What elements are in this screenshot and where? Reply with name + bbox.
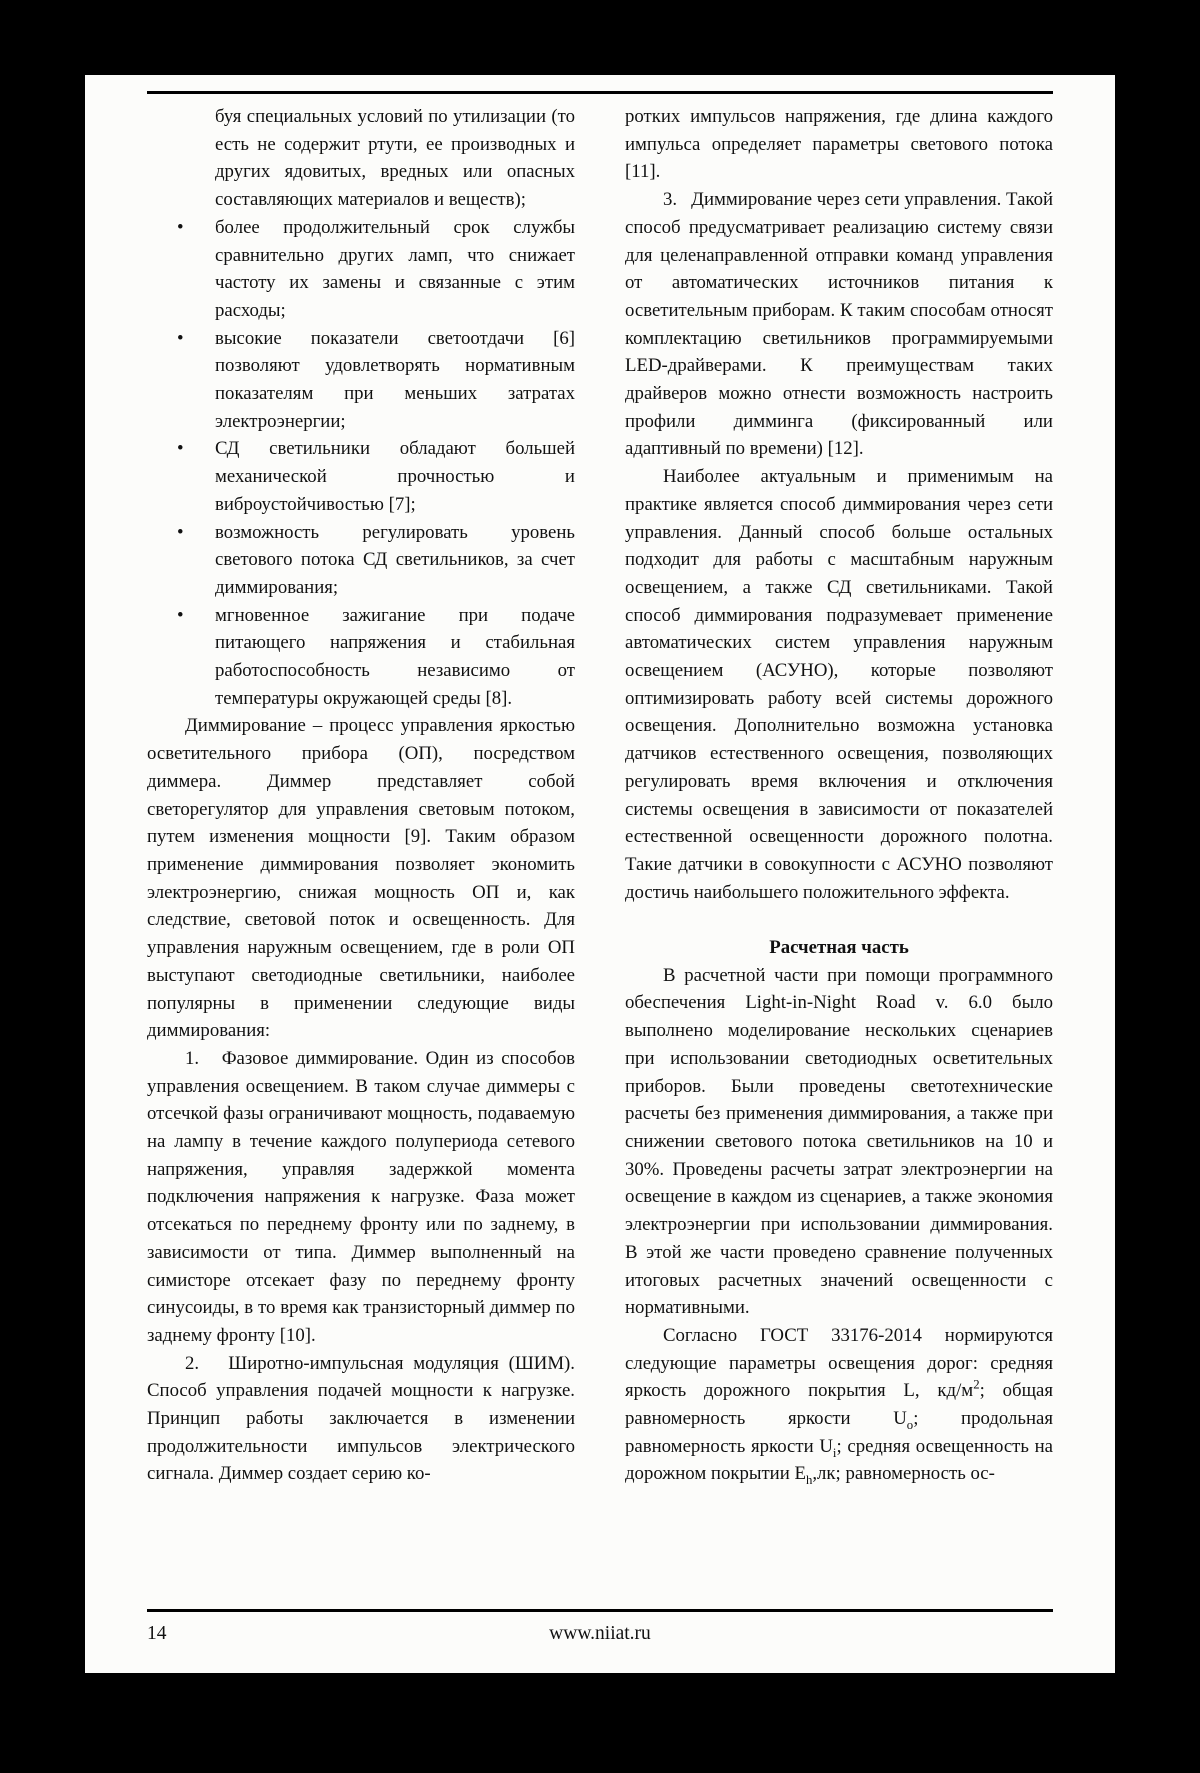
paragraph: ротких импульсов напряжения, где длина каждого импульса определяет параметры светового потока [11]. <box>625 106 1053 183</box>
bullet-marker-icon: • <box>177 216 184 238</box>
bullet-text: мгновенное зажигание при подаче питающего напряжения и стабильная работоспособность независимо от температуры окружающей среды [8]. <box>215 604 575 709</box>
page-number: 14 <box>147 1623 167 1644</box>
two-column-text-body <box>147 103 1053 1488</box>
paragraph: 3. Диммирование через сети управления. Такой способ предусматривает реализацию систему связи для целенаправленной отправки команд управления от автоматических источников питания к осветительным приборам. К таким способам относят комплектацию светильников программируемыми LED-драйверами. К преимуществам таких драйверов можно отнести возможность настроить профили димминга (фиксированный или адаптивный по времени) [12]. <box>625 189 1054 460</box>
paragraph: Наиболее актуальным и применимым на практике является способ диммирования через сети управления. Данный способ больше остальных подходит для работы с масштабным наружным освещением, а также СД светильниками. Такой способ диммирования подразумевает применение автоматических систем управления наружным освещением (АСУНО), которые позволяют оптимизировать работу всей системы дорожного освещения. Дополнительно возможна установка датчиков естественного освещения, позволяющих регулировать время включения и отключения системы освещения в зависимости от показателей естественной освещенности дорожного полотна. Такие датчики в совокупности с АСУНО позволяют достичь наибольшего положительного эффекта. <box>625 466 1053 903</box>
footer-rule <box>147 1609 1053 1612</box>
bullet-list-item <box>147 602 575 713</box>
paragraph: Согласно ГОСТ 33176-2014 нормируются следующие параметры освещения дорог: средняя яркость дорожного покрытия L, $кд/м^2$; общая равномерность яркости $U_o$; продольная равномерность яркости $U_i$; средняя освещенность на дорожном покрытии $E_h,лк$; равномерность ос- <box>625 1324 1054 1488</box>
footer-url: www.niiat.ru <box>549 1623 651 1644</box>
bullet-text: возможность регулировать уровень светового потока СД светильников, за счет диммирования; <box>215 521 575 598</box>
paragraph: В расчетной части при помощи программного обеспечения Light-in-Night Road v. 6.0 было выполнено моделирование нескольких сценариев при использовании светодиодных осветительных приборов. Были проведены светотехнические расчеты без применения диммирования, а также при снижении светового потока светильников на 10 и 30%. Проведены расчеты затрат электроэнергии на освещение в каждом из сценариев, а также экономия электроэнергии при использовании диммирования. В этой же части проведено сравнение полученных итоговых расчетных значений освещенности с нормативными. <box>625 964 1053 1319</box>
bullet-list-item <box>147 325 575 436</box>
bullet-list-item <box>147 214 575 325</box>
paragraph: буя специальных условий по утилизации (то есть не содержит ртути, ее производных и других ядовитых, вредных или опасных составляющих материалов и веществ); <box>215 106 575 211</box>
document-page <box>85 75 1115 1673</box>
bullet-marker-icon: • <box>177 438 184 460</box>
section-heading: Расчетная часть <box>769 937 909 959</box>
bullet-marker-icon: • <box>177 521 184 543</box>
bullet-text: более продолжительный срок службы сравнительно других ламп, что снижает частоту их замены и связанные с этим расходы; <box>215 216 575 321</box>
bullet-marker-icon: • <box>177 604 184 626</box>
left-column <box>147 103 575 1488</box>
paragraph: Диммирование – процесс управления яркостью осветительного прибора (ОП), посредством диммера. Диммер представляет собой светорегулятор для управления световым потоком, путем изменения мощности [9]. Таким образом применение диммирования позволяет экономить электроэнергию, снижая мощность ОП и, как следствие, световой поток и освещенность. Для управления наружным освещением, где в роли ОП выступают светодиодные светильники, наиболее популярны в применении следующие виды диммирования: <box>147 715 575 1042</box>
bullet-list-item <box>147 519 575 602</box>
paragraph: 1. Фазовое диммирование. Один из способов управления освещением. В таком случае диммеры с отсечкой фазы ограничивают мощность, подаваемую на лампу в течение каждого полупериода сетевого напряжения, управляя задержкой момента подключения напряжения к нагрузке. Фаза может отсекаться по переднему фронту или по заднему, в зависимости от типа. Диммер выполненный на симисторе отсекает фазу по переднему фронту синусоиды, в то время как транзисторный диммер по заднему фронту [10]. <box>147 1047 575 1346</box>
header-rule <box>147 91 1053 94</box>
bullet-list-item <box>147 435 575 518</box>
paragraph: 2. Широтно-импульсная модуляция (ШИМ). Способ управления подачей мощности к нагрузке. Принцип работы заключается в изменении продолжительности импульсов электрического сигнала. Диммер создает серию ко- <box>147 1352 575 1485</box>
right-column <box>625 103 1053 1488</box>
bullet-text: высокие показатели светоотдачи [6] позволяют удовлетворять нормативным показателям при меньших затратах электроэнергии; <box>215 327 575 432</box>
footer-row <box>147 1619 1053 1649</box>
page-footer <box>147 1609 1053 1649</box>
bullet-marker-icon: • <box>177 327 184 349</box>
bullet-text: СД светильники обладают большей механической прочностью и виброустойчивостью [7]; <box>215 438 575 515</box>
